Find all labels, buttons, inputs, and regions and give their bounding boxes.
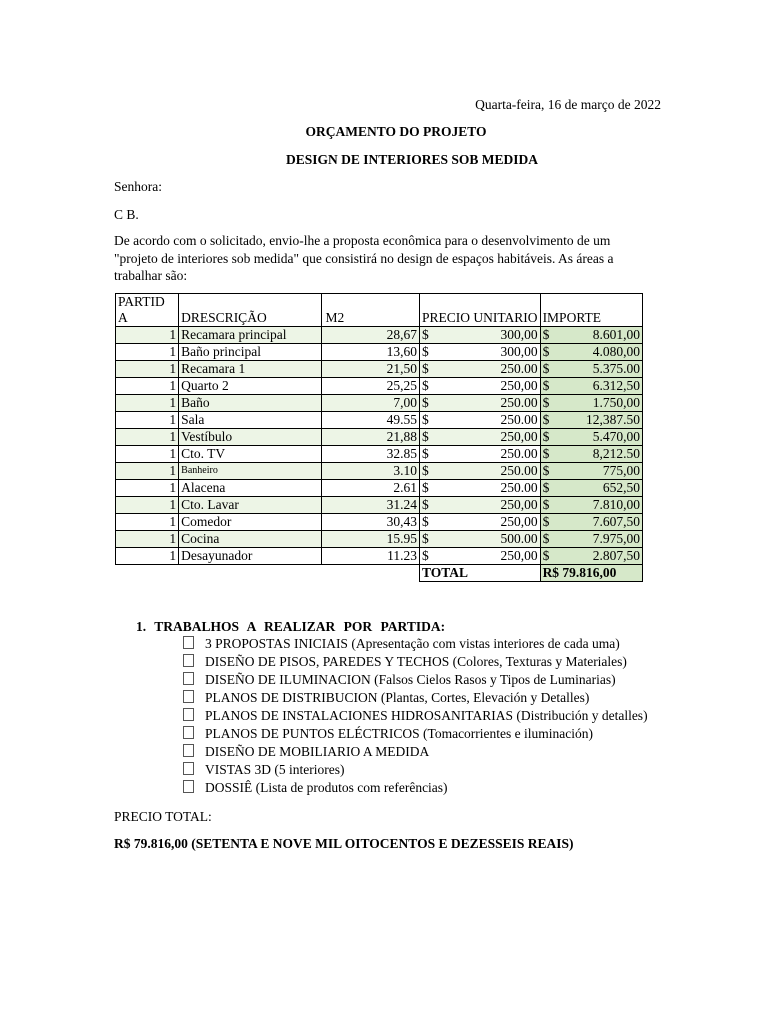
total-amount: 652,50 (602, 480, 640, 495)
checkbox-icon (183, 762, 194, 775)
total-amount: 4.080,00 (592, 344, 640, 359)
table-row (116, 344, 643, 361)
row-qty: 1 (116, 480, 179, 497)
row-total (540, 429, 642, 446)
row-qty: 1 (116, 497, 179, 514)
row-unit-price (420, 412, 541, 429)
total-amount: 6.312,50 (592, 378, 640, 393)
row-total (540, 514, 642, 531)
unit-price-value: 250.00 (500, 395, 538, 410)
row-unit-price (420, 480, 541, 497)
total-value: R$ 79.816,00 (540, 565, 642, 582)
row-unit-price (420, 378, 541, 395)
section-title: 1. TRABALHOS A REALIZAR POR PARTIDA: (136, 619, 446, 634)
row-unit-price (420, 497, 541, 514)
checkbox-icon (183, 690, 194, 703)
row-qty: 1 (116, 327, 179, 344)
table-row (116, 480, 643, 497)
total-price-label: PRECIO TOTAL: (114, 809, 212, 824)
row-qty: 1 (116, 531, 179, 548)
row-description: Recamara principal (179, 327, 321, 344)
currency-symbol: $ (422, 344, 429, 359)
row-qty: 1 (116, 514, 179, 531)
list-item-text: PLANOS DE DISTRIBUCION (Plantas, Cortes, Elevación y Detalles) (205, 690, 590, 705)
checkbox-icon (183, 654, 194, 667)
currency-symbol: $ (422, 531, 429, 546)
checkbox-icon (183, 672, 194, 685)
row-unit-price (420, 429, 541, 446)
list-item (183, 743, 648, 761)
currency-symbol: $ (542, 429, 550, 444)
table-row (116, 361, 643, 378)
unit-price-value: 250.00 (500, 412, 538, 427)
currency-symbol: $ (542, 514, 550, 529)
currency-symbol: $ (422, 412, 429, 427)
row-m2: 11.23 (321, 548, 420, 565)
total-amount: 2.807,50 (592, 548, 640, 563)
row-total (540, 344, 642, 361)
row-qty: 1 (116, 429, 179, 446)
work-items-list (183, 635, 648, 797)
row-m2: 2.61 (321, 480, 420, 497)
list-item (183, 653, 648, 671)
row-unit-price (420, 395, 541, 412)
currency-symbol: $ (422, 463, 429, 478)
row-qty: 1 (116, 361, 179, 378)
unit-price-value: 250.00 (500, 463, 538, 478)
unit-price-value: 250.00 (500, 446, 538, 461)
table-row (116, 378, 643, 395)
list-item-text: PLANOS DE PUNTOS ELÉCTRICOS (Tomacorrientes e iluminación) (205, 726, 594, 741)
row-unit-price (420, 446, 541, 463)
row-description: Quarto 2 (179, 378, 321, 395)
row-description: Baño principal (179, 344, 321, 361)
table-row (116, 514, 643, 531)
currency-symbol: $ (542, 531, 550, 546)
salutation: Senhora: (114, 179, 162, 194)
row-description: Sala (179, 412, 321, 429)
currency-symbol: $ (542, 344, 550, 359)
currency-symbol: $ (542, 463, 550, 478)
row-m2: 25,25 (321, 378, 420, 395)
header-m2-label: M2 (325, 310, 345, 325)
table-row (116, 395, 643, 412)
table-row (116, 497, 643, 514)
total-amount: 1.750,00 (592, 395, 640, 410)
unit-price-value: 250,00 (500, 514, 538, 529)
row-qty: 1 (116, 446, 179, 463)
total-amount: 8.601,00 (592, 327, 640, 342)
list-item (183, 689, 648, 707)
currency-symbol: $ (422, 514, 429, 529)
currency-symbol: $ (542, 361, 550, 376)
total-amount: 8,212.50 (592, 446, 640, 461)
currency-symbol: $ (422, 327, 429, 342)
list-item-text: DISEÑO DE MOBILIARIO A MEDIDA (205, 744, 430, 759)
currency-symbol: $ (542, 480, 550, 495)
row-description: Desayunador (179, 548, 321, 565)
unit-price-value: 250,00 (500, 548, 538, 563)
table-row (116, 429, 643, 446)
checkbox-icon (183, 636, 194, 649)
row-total (540, 412, 642, 429)
row-qty: 1 (116, 463, 179, 480)
table-header-row (116, 294, 643, 327)
document-date: Quarta-feira, 16 de março de 2022 (475, 97, 661, 112)
currency-symbol: $ (542, 497, 550, 512)
row-unit-price (420, 514, 541, 531)
row-description: Recamara 1 (179, 361, 321, 378)
table-row (116, 412, 643, 429)
header-description: DRESCRIÇÃO (179, 294, 321, 327)
row-m2: 49.55 (321, 412, 420, 429)
unit-price-value: 250.00 (500, 480, 538, 495)
currency-symbol: $ (422, 395, 429, 410)
checkbox-icon (183, 708, 194, 721)
row-unit-price (420, 361, 541, 378)
row-total (540, 548, 642, 565)
row-m2: 21,88 (321, 429, 420, 446)
row-total (540, 480, 642, 497)
checkbox-icon (183, 744, 194, 757)
list-item (183, 779, 648, 797)
row-total (540, 497, 642, 514)
row-qty: 1 (116, 548, 179, 565)
currency-symbol: $ (422, 361, 429, 376)
header-partida: PARTID A (116, 294, 179, 327)
unit-price-value: 300,00 (500, 344, 538, 359)
row-m2: 7,00 (321, 395, 420, 412)
row-description: Alacena (179, 480, 321, 497)
row-qty: 1 (116, 412, 179, 429)
row-m2: 28,67 (321, 327, 420, 344)
unit-price-value: 300,00 (500, 327, 538, 342)
table-row (116, 548, 643, 565)
currency-symbol: $ (542, 378, 550, 393)
row-unit-price (420, 463, 541, 480)
row-unit-price (420, 344, 541, 361)
row-qty: 1 (116, 378, 179, 395)
row-qty: 1 (116, 395, 179, 412)
currency-symbol: $ (422, 429, 429, 444)
table-total-row (116, 565, 643, 582)
currency-symbol: $ (542, 412, 550, 427)
row-description: Cto. TV (179, 446, 321, 463)
header-unit-price: PRECIO UNITARIO (420, 294, 541, 327)
currency-symbol: $ (422, 548, 429, 563)
currency-symbol: $ (542, 446, 550, 461)
document-subtitle: DESIGN DE INTERIORES SOB MEDIDA (285, 152, 539, 167)
row-total (540, 395, 642, 412)
total-amount: 5.470,00 (592, 429, 640, 444)
currency-symbol: $ (422, 480, 429, 495)
row-m2: 21,50 (321, 361, 420, 378)
row-description: Comedor (179, 514, 321, 531)
list-item-text: DOSSIÊ (Lista de produtos com referências) (205, 780, 448, 795)
row-m2: 30,43 (321, 514, 420, 531)
currency-symbol: $ (542, 548, 550, 563)
row-unit-price (420, 531, 541, 548)
total-amount: 7.810,00 (592, 497, 640, 512)
total-amount: 12,387.50 (586, 412, 640, 427)
row-total (540, 361, 642, 378)
row-total (540, 446, 642, 463)
list-item (183, 671, 648, 689)
table-row (116, 463, 643, 480)
currency-symbol: $ (542, 395, 550, 410)
unit-price-value: 250,00 (500, 429, 538, 444)
row-description: Banheiro (179, 463, 321, 480)
total-price-value: R$ 79.816,00 (SETENTA E NOVE MIL OITOCENTOS E DEZESSEIS REAIS) (114, 836, 574, 851)
list-item (183, 635, 648, 653)
intro-paragraph: De acordo com o solicitado, envio-lhe a proposta econômica para o desenvolvimento de um "projeto de interiores sob medida" que consistirá no design de espaços habitáveis. As áreas a trabalhar são: (114, 233, 614, 283)
currency-symbol: $ (542, 327, 550, 342)
row-m2: 3.10 (321, 463, 420, 480)
table-row (116, 446, 643, 463)
checkbox-icon (183, 780, 194, 793)
table-row (116, 531, 643, 548)
list-item-text: PLANOS DE INSTALACIONES HIDROSANITARIAS (Distribución y detalles) (205, 708, 648, 723)
total-amount: 7.975,00 (592, 531, 640, 546)
row-m2: 32.85 (321, 446, 420, 463)
row-description: Baño (179, 395, 321, 412)
list-item (183, 761, 648, 779)
row-total (540, 378, 642, 395)
budget-table (115, 293, 643, 582)
list-item-text: 3 PROPOSTAS INICIAIS (Apresentação com vistas interiores de cada uma) (205, 636, 620, 651)
total-amount: 5.375.00 (592, 361, 640, 376)
row-description: Cocina (179, 531, 321, 548)
currency-symbol: $ (422, 497, 429, 512)
header-m2 (321, 294, 420, 327)
checkbox-icon (183, 726, 194, 739)
document-title: ORÇAMENTO DO PROJETO (305, 124, 487, 139)
list-item-text: DISEÑO DE PISOS, PAREDES Y TECHOS (Colores, Texturas y Materiales) (205, 654, 627, 669)
recipient-name: C B. (114, 207, 139, 222)
row-qty: 1 (116, 344, 179, 361)
unit-price-value: 250,00 (500, 378, 538, 393)
list-item-text: DISEÑO DE ILUMINACION (Falsos Cielos Rasos y Tipos de Luminarias) (205, 672, 616, 687)
total-spacer (116, 565, 420, 582)
table-row (116, 327, 643, 344)
row-m2: 13,60 (321, 344, 420, 361)
row-total (540, 531, 642, 548)
total-amount: 7.607,50 (592, 514, 640, 529)
unit-price-value: 250.00 (500, 361, 538, 376)
row-total (540, 463, 642, 480)
row-description: Vestíbulo (179, 429, 321, 446)
row-m2: 15.95 (321, 531, 420, 548)
row-m2: 31.24 (321, 497, 420, 514)
row-description: Cto. Lavar (179, 497, 321, 514)
list-item-text: VISTAS 3D (5 interiores) (205, 762, 345, 777)
list-item (183, 725, 648, 743)
currency-symbol: $ (422, 446, 429, 461)
row-unit-price (420, 548, 541, 565)
total-amount: 775,00 (602, 463, 640, 478)
row-total (540, 327, 642, 344)
row-unit-price (420, 327, 541, 344)
unit-price-value: 500.00 (500, 531, 538, 546)
list-item (183, 707, 648, 725)
currency-symbol: $ (422, 378, 429, 393)
header-total: IMPORTE (540, 294, 642, 327)
total-label: TOTAL (420, 565, 541, 582)
unit-price-value: 250,00 (500, 497, 538, 512)
